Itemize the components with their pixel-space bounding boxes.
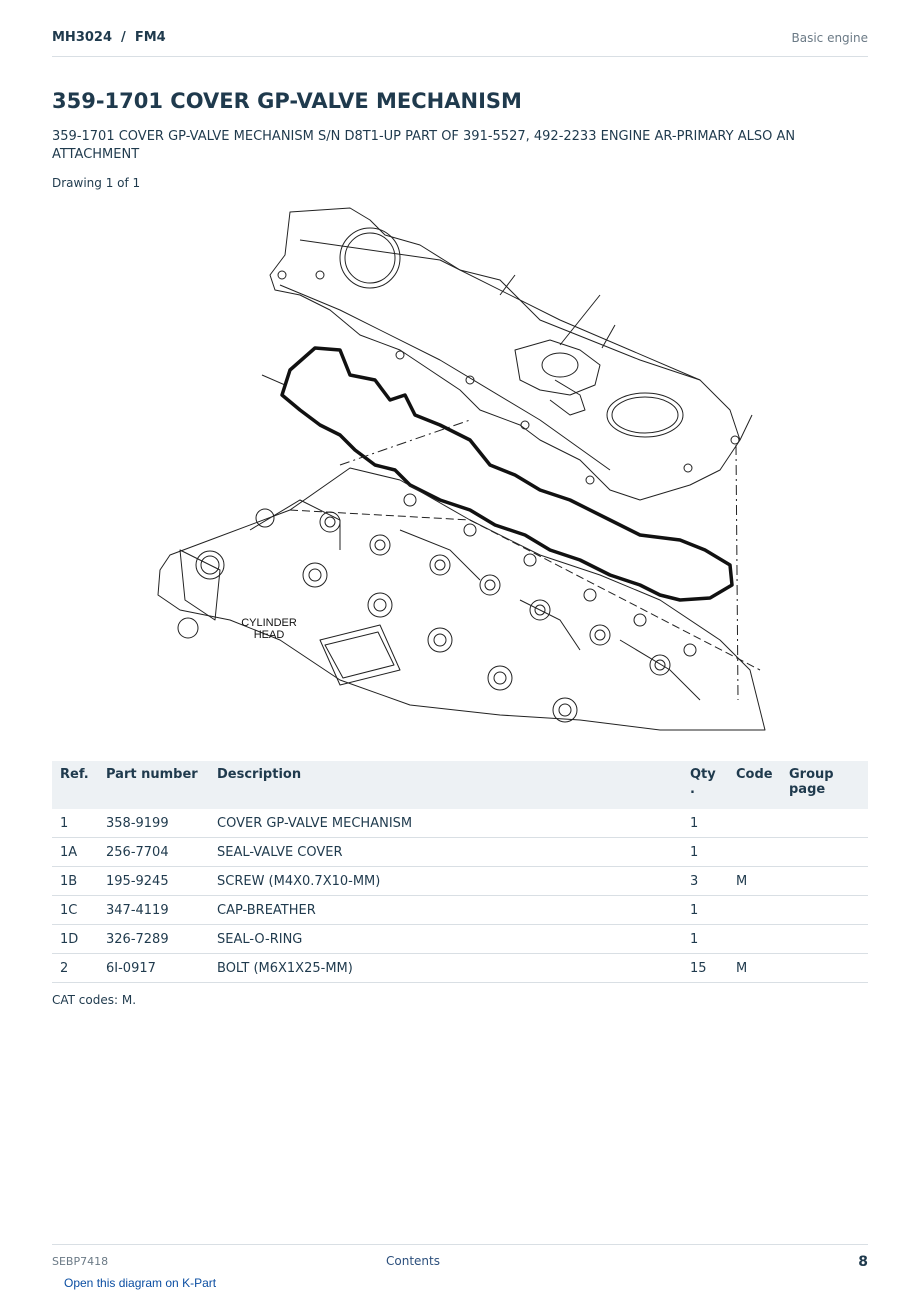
table-row: [52, 954, 868, 983]
table-row: [52, 896, 868, 925]
cell-description: COVER GP-VALVE MECHANISM: [209, 809, 682, 838]
document-number: SEBP7418: [52, 1255, 109, 1268]
cell-part-number: 256-7704: [98, 838, 209, 867]
page-title: 359-1701 COVER GP-VALVE MECHANISM: [52, 89, 522, 113]
contents-link[interactable]: Contents: [386, 1254, 440, 1268]
page-number: 8: [858, 1254, 868, 1270]
cell-qty: 1: [682, 925, 728, 954]
col-header-qty: Qty .: [682, 761, 728, 809]
table-row: [52, 809, 868, 838]
cell-qty: 1: [682, 809, 728, 838]
open-kpart-link[interactable]: Open this diagram on K-Part: [64, 1276, 217, 1290]
table-row: [52, 867, 868, 896]
table-row: [52, 838, 868, 867]
valve-cover-gasket: [282, 348, 732, 600]
cell-group-page: [781, 954, 868, 983]
cell-group-page: [781, 838, 868, 867]
cell-code: [728, 838, 781, 867]
cell-description: CAP-BREATHER: [209, 896, 682, 925]
parts-table: [52, 761, 868, 983]
cell-part-number: 326-7289: [98, 925, 209, 954]
cell-ref: 1A: [52, 838, 98, 867]
cell-code: [728, 925, 781, 954]
col-header-code: Code: [728, 761, 781, 809]
cell-part-number: 195-9245: [98, 867, 209, 896]
cell-qty: 1: [682, 838, 728, 867]
page-footer: [52, 1244, 868, 1275]
catalog-breadcrumb: MH3024 / FM4: [52, 30, 166, 45]
page-subtitle: 359-1701 COVER GP-VALVE MECHANISM S/N D8T1-UP PART OF 391-5527, 492-2233 ENGINE AR-PRIMARY ALSO AN ATTACHMENT: [52, 129, 796, 162]
cylinder-head-label-line1: CYLINDER: [241, 617, 297, 629]
cat-codes-note: CAT codes: M.: [52, 993, 137, 1007]
cell-group-page: [781, 809, 868, 838]
cell-group-page: [781, 867, 868, 896]
col-header-part-number: Part number: [98, 761, 209, 809]
cell-qty: 1: [682, 896, 728, 925]
cell-description: SCREW (M4X0.7X10-MM): [209, 867, 682, 896]
cell-ref: 2: [52, 954, 98, 983]
cell-description: SEAL-O-RING: [209, 925, 682, 954]
col-header-ref: Ref.: [52, 761, 98, 809]
page-header: [52, 0, 868, 57]
col-header-description: Description: [209, 761, 682, 809]
table-row: [52, 925, 868, 954]
exploded-parts-diagram: [140, 200, 780, 735]
cell-ref: 1C: [52, 896, 98, 925]
cell-part-number: 347-4119: [98, 896, 209, 925]
section-name: Basic engine: [791, 31, 868, 45]
cell-ref: 1: [52, 809, 98, 838]
cell-ref: 1D: [52, 925, 98, 954]
cylinder-head-label-line2: HEAD: [253, 629, 285, 641]
cell-group-page: [781, 896, 868, 925]
cell-code: [728, 809, 781, 838]
cell-ref: 1B: [52, 867, 98, 896]
parts-table-header: [52, 761, 868, 809]
cell-code: [728, 896, 781, 925]
cell-description: BOLT (M6X1X25-MM): [209, 954, 682, 983]
cell-part-number: 358-9199: [98, 809, 209, 838]
cell-code: M: [728, 867, 781, 896]
cell-qty: 15: [682, 954, 728, 983]
drawing-counter: Drawing 1 of 1: [52, 176, 141, 190]
cell-qty: 3: [682, 867, 728, 896]
breather-cap-outline: [515, 340, 600, 395]
col-header-group-page: Group page: [781, 761, 868, 809]
cell-group-page: [781, 925, 868, 954]
cell-part-number: 6I-0917: [98, 954, 209, 983]
cell-description: SEAL-VALVE COVER: [209, 838, 682, 867]
cell-code: M: [728, 954, 781, 983]
